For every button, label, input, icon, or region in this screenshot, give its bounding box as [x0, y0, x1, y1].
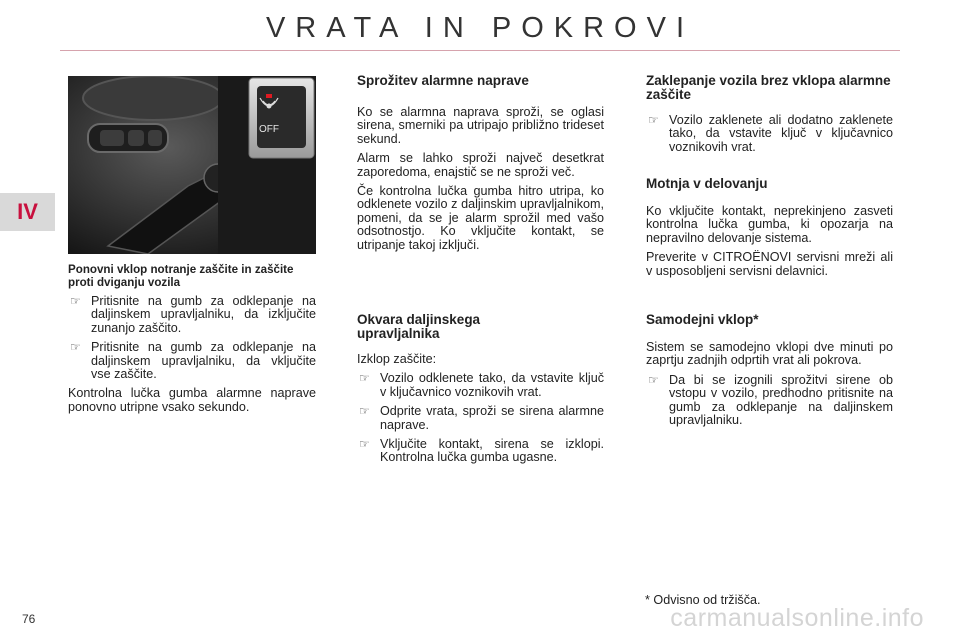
left-bullet	[68, 341, 316, 381]
left-bullet-text: Pritisnite na gumb za odklepanje na daljinskem upravljalniku, da vključite vse zaščite.	[91, 340, 316, 382]
section-heading-lock-without-alarm: Zaklepanje vozila brez vklopa alarmne zaščite	[646, 73, 891, 102]
left-bullet-text: Pritisnite na gumb za odklepanje na daljinskem upravljalniku, da izključite zunanjo zaščito.	[91, 294, 316, 335]
left-paragraph: Kontrolna lučka gumba alarmne naprave ponovno utripne vsako sekundo.	[68, 386, 316, 414]
left-column	[68, 263, 316, 420]
right-bullet	[646, 374, 893, 428]
mid-bullet-text: Vključite kontakt, sirena se izklopi. Kontrolna lučka gumba ugasne.	[380, 437, 604, 465]
left-bullet	[68, 295, 316, 335]
middle-column	[357, 74, 604, 258]
arrow-icon: ☞	[359, 437, 370, 452]
page-number: 76	[22, 612, 36, 626]
arrow-icon: ☞	[648, 372, 659, 387]
watermark: carmanualsonline.info	[670, 604, 924, 632]
arrow-icon: ☞	[359, 371, 370, 386]
alarm-button-photo	[68, 76, 316, 254]
mid-bullet	[357, 438, 604, 465]
mid-intro: Izklop zaščite:	[357, 352, 437, 366]
right-bullet-text: Vozilo zaklenete ali dodatno zaklenete tako, da vstavite ključ v ključavnico voznikovih vrat.	[669, 113, 893, 154]
section-heading-malfunction: Motnja v delovanju	[646, 176, 768, 191]
chapter-tab: IV	[0, 193, 55, 231]
right-paragraph: Preverite v CITROËNOVI servisni mreži ali v usposobljeni servisni delavnici.	[646, 250, 893, 278]
mid-bullet-text: Vozilo odklenete tako, da vstavite ključ v ključavnico voznikovih vrat.	[380, 371, 604, 399]
left-heading: Ponovni vklop notranje zaščite in zaščite proti dviganju vozila	[68, 263, 294, 289]
title-divider	[60, 50, 900, 51]
section-heading-alarm-trigger: Sprožitev alarmne naprave	[357, 73, 529, 88]
right-bullet	[646, 114, 893, 154]
mid-bullet	[357, 405, 604, 432]
mid-paragraph: Če kontrolna lučka gumba hitro utripa, ko odklenete vozilo z daljinskim upravljalnikom, pomeni, da se je alarm sprožil med vašo odsotnostjo. Ko vključite kontakt, se utripanje takoj izključi.	[357, 184, 604, 252]
right-paragraph: Sistem se samodejno vklopi dve minuti po zaprtju zadnjih odprtih vrat ali pokrova.	[646, 340, 893, 368]
off-label: OFF	[259, 124, 279, 135]
right-column-lower	[646, 313, 893, 433]
arrow-icon: ☞	[70, 340, 81, 355]
mid-paragraph: Ko se alarmna naprava sproži, se oglasi sirena, smerniki pa utripajo približno trideset sekund.	[357, 105, 604, 146]
right-column-middle	[646, 177, 893, 284]
arrow-icon: ☞	[359, 404, 370, 419]
right-paragraph: Ko vključite kontakt, neprekinjeno zasveti kontrolna lučka gumba, ki opozarja na nepravilno delovanje sistema.	[646, 204, 893, 245]
right-bullet-text: Da bi se izognili sprožitvi sirene ob vstopu v vozilo, predhodno pritisnite na gumb za odklepanje na daljinskem upravljalniku.	[669, 372, 893, 428]
dashboard-illustration	[68, 76, 316, 254]
right-column	[646, 74, 893, 160]
mid-bullet-text: Odprite vrata, sproži se sirena alarmne naprave.	[380, 404, 604, 432]
section-heading-auto-activation: Samodejni vklop*	[646, 312, 759, 327]
mid-bullet	[357, 372, 604, 399]
arrow-icon: ☞	[70, 294, 81, 308]
section-heading-remote-failure: Okvara daljinskega upravljalnika	[357, 312, 481, 341]
arrow-icon: ☞	[648, 113, 659, 127]
mid-paragraph: Alarm se lahko sproži največ desetkrat zaporedoma, enajstič se ne sproži več.	[357, 151, 604, 179]
middle-column-lower	[357, 313, 604, 471]
page-title: VRATA IN POKROVI	[265, 12, 695, 44]
footnote: * Odvisno od tržišča.	[645, 593, 761, 607]
